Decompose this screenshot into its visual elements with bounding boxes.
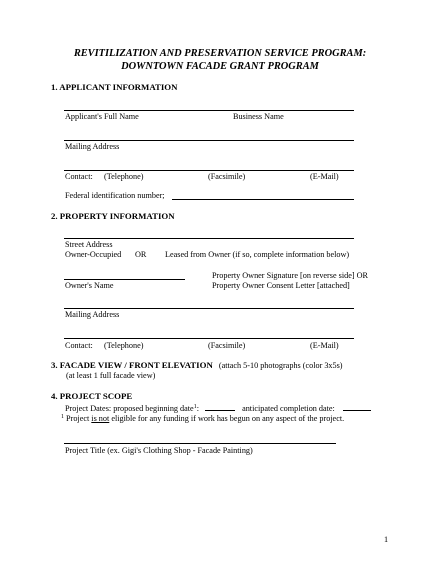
owner-contact-line[interactable]: [64, 338, 354, 339]
beginning-date-field[interactable]: [205, 403, 235, 411]
project-title-line[interactable]: [64, 443, 336, 444]
completion-date-label: anticipated completion date:: [242, 404, 335, 413]
mailing-address-line[interactable]: [64, 140, 354, 141]
owner-facsimile-label: (Facsimile): [208, 341, 246, 350]
street-address-label: Street Address: [65, 240, 113, 249]
owner-mailing-address-label: Mailing Address: [65, 310, 120, 319]
owner-consent-label: Property Owner Consent Letter [attached]: [212, 281, 350, 290]
street-address-line[interactable]: [64, 238, 354, 239]
section-2-heading: 2. PROPERTY INFORMATION: [51, 211, 175, 221]
email-label: (E-Mail): [310, 172, 339, 181]
proposed-beginning-label: Project Dates: proposed beginning date: [65, 404, 194, 413]
contact-line[interactable]: [64, 170, 354, 171]
applicant-full-name-label: Applicant's Full Name: [65, 112, 139, 121]
owner-signature-label: Property Owner Signature [on reverse side] OR: [212, 271, 368, 280]
footnote-row: [61, 414, 344, 423]
footnote-suffix: eligible for any funding if work has begun on any aspect of the project.: [109, 414, 345, 423]
section-3-heading-row: [51, 360, 343, 370]
owners-name-label: Owner's Name: [65, 281, 114, 290]
owner-contact-label: Contact:: [65, 341, 93, 350]
owners-name-line[interactable]: [64, 279, 185, 280]
footnote-prefix: Project: [66, 414, 92, 423]
footnote-marker: 1: [193, 404, 197, 410]
applicant-business-name-line[interactable]: [64, 110, 354, 111]
facsimile-label: (Facsimile): [208, 172, 246, 181]
project-dates-row: [65, 403, 371, 413]
section-3-note: (attach 5-10 photographs (color 3x5s): [218, 361, 343, 370]
federal-id-line[interactable]: [172, 199, 354, 200]
owner-email-label: (E-Mail): [310, 341, 339, 350]
business-name-label: Business Name: [233, 112, 284, 121]
section-1-heading: 1. APPLICANT INFORMATION: [51, 82, 178, 92]
mailing-address-label: Mailing Address: [65, 142, 120, 151]
footnote-emphasis: is not: [91, 414, 110, 423]
footnote-row-marker: 1: [61, 414, 64, 420]
or-label: OR: [135, 250, 147, 259]
section-3-subnote: (at least 1 full facade view): [66, 371, 156, 380]
form-title-line-2: DOWNTOWN FACADE GRANT PROGRAM: [121, 61, 319, 72]
dates-colon: :: [196, 404, 199, 413]
telephone-label: (Telephone): [104, 172, 144, 181]
owner-telephone-label: (Telephone): [104, 341, 144, 350]
section-3-heading: 3. FACADE VIEW / FRONT ELEVATION: [51, 360, 213, 370]
section-4-heading: 4. PROJECT SCOPE: [51, 391, 133, 401]
federal-id-label: Federal identification number;: [65, 191, 165, 200]
form-title-line-1: REVITILIZATION AND PRESERVATION SERVICE PROGRAM:: [73, 48, 367, 59]
contact-label: Contact:: [65, 172, 93, 181]
owner-occupied-label: Owner-Occupied: [65, 250, 122, 259]
page-number: 1: [384, 535, 389, 544]
owner-mailing-address-line[interactable]: [64, 308, 354, 309]
leased-from-owner-label: Leased from Owner (if so, complete information below): [165, 250, 350, 259]
completion-date-field[interactable]: [343, 403, 371, 411]
project-title-label: Project Title (ex. Gigi's Clothing Shop - Facade Painting): [65, 446, 253, 455]
